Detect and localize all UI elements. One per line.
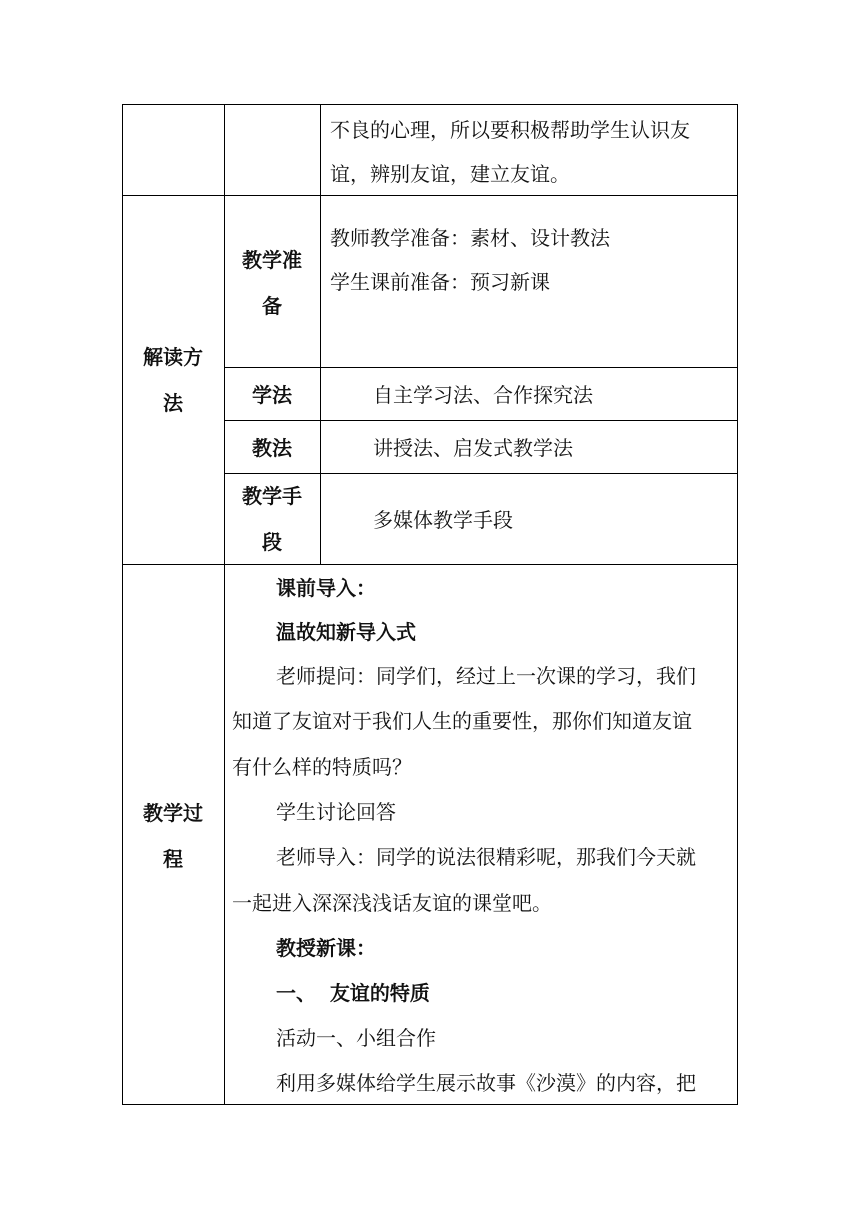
row-label-line: 教学手 bbox=[242, 484, 302, 508]
row-label-line: 备 bbox=[262, 294, 282, 318]
row-divider bbox=[122, 564, 738, 565]
content-line: 谊，辨别友谊，建立友谊。 bbox=[330, 162, 570, 186]
section-label-line: 解读方 bbox=[143, 345, 203, 369]
heading-line: 课前导入： bbox=[276, 576, 376, 600]
content-line: 老师提问：同学们，经过上一次课的学习，我们 bbox=[276, 664, 696, 688]
table-border-bottom bbox=[122, 1104, 738, 1105]
row-divider bbox=[224, 420, 738, 421]
row-label-line: 段 bbox=[262, 530, 282, 554]
content-line: 多媒体教学手段 bbox=[373, 508, 513, 532]
row-divider bbox=[224, 367, 738, 368]
content-line: 自主学习法、合作探究法 bbox=[373, 383, 593, 407]
row-divider bbox=[122, 195, 738, 196]
section-label-line: 程 bbox=[163, 847, 183, 871]
content-line: 利用多媒体给学生展示故事《沙漠》的内容，把 bbox=[276, 1071, 696, 1095]
content-line: 讲授法、启发式教学法 bbox=[373, 436, 573, 460]
column-divider bbox=[320, 104, 321, 565]
heading-line: 一、 友谊的特质 bbox=[276, 981, 430, 1005]
content-line: 活动一、小组合作 bbox=[276, 1026, 436, 1050]
content-line: 不良的心理，所以要积极帮助学生认识友 bbox=[330, 118, 690, 142]
table-border-top bbox=[122, 104, 738, 105]
section-label-line: 法 bbox=[163, 391, 183, 415]
content-line: 有什么样的特质吗？ bbox=[232, 755, 412, 779]
content-line: 学生课前准备：预习新课 bbox=[330, 270, 550, 294]
content-line: 一起进入深深浅浅话友谊的课堂吧。 bbox=[232, 891, 552, 915]
table-border-left bbox=[122, 104, 123, 1105]
row-label-line: 学法 bbox=[252, 383, 292, 407]
content-line: 知道了友谊对于我们人生的重要性，那你们知道友谊 bbox=[232, 709, 692, 733]
heading-line: 温故知新导入式 bbox=[276, 620, 416, 644]
row-divider bbox=[224, 473, 738, 474]
row-label-line: 教学准 bbox=[242, 248, 302, 272]
heading-line: 教授新课： bbox=[276, 936, 376, 960]
section-label-line: 教学过 bbox=[143, 801, 203, 825]
table-border-right bbox=[737, 104, 738, 1105]
content-line: 学生讨论回答 bbox=[276, 800, 396, 824]
content-line: 教师教学准备：素材、设计教法 bbox=[330, 226, 610, 250]
row-label-line: 教法 bbox=[252, 436, 292, 460]
content-line: 老师导入：同学的说法很精彩呢，那我们今天就 bbox=[276, 845, 696, 869]
